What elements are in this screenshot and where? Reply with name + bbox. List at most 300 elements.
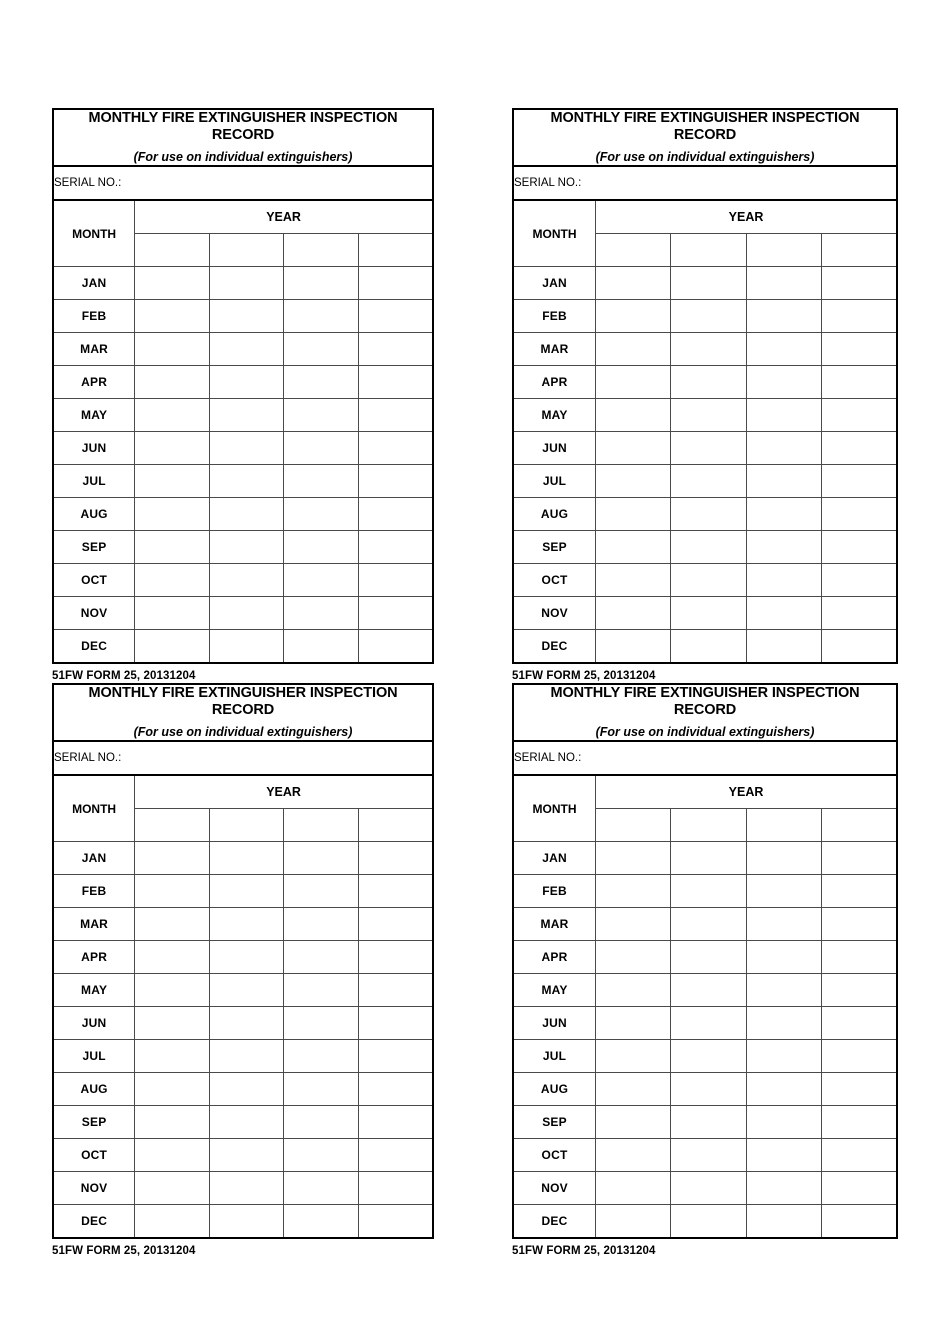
inspection-cell[interactable] bbox=[284, 974, 358, 1007]
month-label: JUL bbox=[53, 465, 135, 498]
inspection-cell[interactable] bbox=[358, 564, 433, 597]
inspection-cell[interactable] bbox=[671, 597, 746, 630]
inspection-cell[interactable] bbox=[284, 465, 358, 498]
month-label: OCT bbox=[513, 1139, 596, 1172]
inspection-cell[interactable] bbox=[596, 399, 671, 432]
inspection-cell[interactable] bbox=[135, 1106, 209, 1139]
inspection-cell[interactable] bbox=[821, 875, 897, 908]
inspection-cell[interactable] bbox=[596, 974, 671, 1007]
month-label: JAN bbox=[53, 842, 135, 875]
year-input-cell[interactable] bbox=[135, 234, 209, 267]
inspection-cell[interactable] bbox=[746, 399, 821, 432]
inspection-cell[interactable] bbox=[135, 1172, 209, 1205]
inspection-cell[interactable] bbox=[596, 630, 671, 664]
serial-row bbox=[513, 166, 897, 200]
month-label: NOV bbox=[513, 597, 596, 630]
table-row bbox=[53, 432, 433, 465]
serial-no-field[interactable]: SERIAL NO.: bbox=[53, 741, 433, 775]
inspection-form-bottom-right bbox=[512, 683, 898, 1257]
inspection-cell[interactable] bbox=[358, 908, 433, 941]
inspection-cell[interactable] bbox=[746, 267, 821, 300]
inspection-cell[interactable] bbox=[821, 1205, 897, 1239]
inspection-cell[interactable] bbox=[284, 399, 358, 432]
inspection-cell[interactable] bbox=[135, 267, 209, 300]
inspection-cell[interactable] bbox=[671, 465, 746, 498]
inspection-cell[interactable] bbox=[209, 498, 283, 531]
inspection-cell[interactable] bbox=[209, 531, 283, 564]
inspection-cell[interactable] bbox=[135, 1040, 209, 1073]
inspection-form-top-left bbox=[52, 108, 434, 682]
year-input-cell[interactable] bbox=[284, 809, 358, 842]
month-label: APR bbox=[53, 366, 135, 399]
inspection-cell[interactable] bbox=[821, 974, 897, 1007]
inspection-cell[interactable] bbox=[746, 1172, 821, 1205]
form-footer: 51FW FORM 25, 20131204 bbox=[512, 670, 656, 683]
inspection-cell[interactable] bbox=[821, 333, 897, 366]
inspection-cell[interactable] bbox=[596, 267, 671, 300]
inspection-cell[interactable] bbox=[358, 531, 433, 564]
inspection-cell[interactable] bbox=[746, 1205, 821, 1239]
inspection-cell[interactable] bbox=[209, 1040, 283, 1073]
year-input-cell[interactable] bbox=[284, 234, 358, 267]
inspection-cell[interactable] bbox=[135, 432, 209, 465]
month-label: NOV bbox=[53, 1172, 135, 1205]
inspection-cell[interactable] bbox=[209, 908, 283, 941]
year-input-cell[interactable] bbox=[746, 234, 821, 267]
inspection-cell[interactable] bbox=[821, 1172, 897, 1205]
table-row bbox=[53, 842, 433, 875]
month-label: SEP bbox=[53, 1106, 135, 1139]
inspection-cell[interactable] bbox=[671, 1040, 746, 1073]
inspection-cell[interactable] bbox=[284, 564, 358, 597]
year-input-cell[interactable] bbox=[596, 234, 671, 267]
inspection-cell[interactable] bbox=[135, 498, 209, 531]
table-row bbox=[513, 333, 897, 366]
month-label: NOV bbox=[513, 1172, 596, 1205]
inspection-cell[interactable] bbox=[209, 630, 283, 664]
year-input-cell[interactable] bbox=[746, 809, 821, 842]
month-label: MAY bbox=[513, 399, 596, 432]
form-subtitle: (For use on individual extinguishers) bbox=[133, 725, 353, 740]
inspection-table bbox=[52, 108, 434, 664]
inspection-cell[interactable] bbox=[596, 875, 671, 908]
inspection-cell[interactable] bbox=[358, 366, 433, 399]
inspection-cell[interactable] bbox=[746, 1106, 821, 1139]
inspection-cell[interactable] bbox=[358, 875, 433, 908]
inspection-cell[interactable] bbox=[135, 630, 209, 664]
month-label: SEP bbox=[513, 531, 596, 564]
month-label: JAN bbox=[513, 842, 596, 875]
month-label: SEP bbox=[53, 531, 135, 564]
inspection-cell[interactable] bbox=[284, 597, 358, 630]
year-input-cell[interactable] bbox=[358, 809, 433, 842]
month-label: MAR bbox=[513, 908, 596, 941]
form-footer: 51FW FORM 25, 20131204 bbox=[512, 1245, 656, 1258]
inspection-cell[interactable] bbox=[358, 1139, 433, 1172]
form-subtitle: (For use on individual extinguishers) bbox=[595, 150, 815, 165]
inspection-cell[interactable] bbox=[596, 333, 671, 366]
inspection-cell[interactable] bbox=[596, 1007, 671, 1040]
inspection-cell[interactable] bbox=[596, 842, 671, 875]
inspection-cell[interactable] bbox=[135, 1073, 209, 1106]
inspection-cell[interactable] bbox=[671, 531, 746, 564]
inspection-cell[interactable] bbox=[746, 366, 821, 399]
table-row bbox=[53, 1106, 433, 1139]
inspection-cell[interactable] bbox=[671, 267, 746, 300]
inspection-cell[interactable] bbox=[209, 1139, 283, 1172]
inspection-cell[interactable] bbox=[284, 498, 358, 531]
serial-no-field[interactable]: SERIAL NO.: bbox=[513, 741, 897, 775]
month-label: APR bbox=[513, 941, 596, 974]
year-input-cell[interactable] bbox=[209, 809, 283, 842]
serial-row bbox=[53, 166, 433, 200]
inspection-cell[interactable] bbox=[284, 908, 358, 941]
inspection-cell[interactable] bbox=[209, 1007, 283, 1040]
inspection-cell[interactable] bbox=[821, 1040, 897, 1073]
inspection-cell[interactable] bbox=[358, 1205, 433, 1239]
inspection-cell[interactable] bbox=[821, 1106, 897, 1139]
inspection-cell[interactable] bbox=[358, 267, 433, 300]
table-row bbox=[513, 908, 897, 941]
month-label: MAY bbox=[53, 974, 135, 1007]
inspection-cell[interactable] bbox=[135, 842, 209, 875]
inspection-cell[interactable] bbox=[596, 564, 671, 597]
inspection-cell[interactable] bbox=[209, 267, 283, 300]
inspection-cell[interactable] bbox=[135, 366, 209, 399]
inspection-cell[interactable] bbox=[284, 1172, 358, 1205]
inspection-cell[interactable] bbox=[358, 432, 433, 465]
inspection-cell[interactable] bbox=[821, 432, 897, 465]
inspection-cell[interactable] bbox=[135, 300, 209, 333]
inspection-cell[interactable] bbox=[358, 1172, 433, 1205]
inspection-cell[interactable] bbox=[671, 1172, 746, 1205]
month-label: NOV bbox=[53, 597, 135, 630]
inspection-cell[interactable] bbox=[596, 1139, 671, 1172]
inspection-cell[interactable] bbox=[821, 267, 897, 300]
inspection-cell[interactable] bbox=[135, 1205, 209, 1239]
year-input-cell[interactable] bbox=[358, 234, 433, 267]
inspection-cell[interactable] bbox=[596, 531, 671, 564]
month-label: DEC bbox=[513, 1205, 596, 1239]
inspection-cell[interactable] bbox=[209, 1205, 283, 1239]
inspection-cell[interactable] bbox=[671, 1073, 746, 1106]
inspection-cell[interactable] bbox=[671, 908, 746, 941]
inspection-cell[interactable] bbox=[746, 1007, 821, 1040]
form-subtitle: (For use on individual extinguishers) bbox=[133, 150, 353, 165]
form-title-line1: MONTHLY FIRE EXTINGUISHER INSPECTION bbox=[550, 110, 860, 126]
inspection-cell[interactable] bbox=[596, 465, 671, 498]
table-row bbox=[513, 1172, 897, 1205]
inspection-cell[interactable] bbox=[671, 498, 746, 531]
inspection-cell[interactable] bbox=[671, 300, 746, 333]
inspection-cell[interactable] bbox=[135, 531, 209, 564]
inspection-cell[interactable] bbox=[135, 333, 209, 366]
inspection-cell[interactable] bbox=[746, 842, 821, 875]
inspection-cell[interactable] bbox=[596, 300, 671, 333]
inspection-cell[interactable] bbox=[209, 941, 283, 974]
inspection-cell[interactable] bbox=[671, 432, 746, 465]
table-row bbox=[513, 399, 897, 432]
inspection-cell[interactable] bbox=[358, 1073, 433, 1106]
inspection-cell[interactable] bbox=[821, 597, 897, 630]
inspection-cell[interactable] bbox=[596, 1205, 671, 1239]
inspection-cell[interactable] bbox=[135, 399, 209, 432]
inspection-cell[interactable] bbox=[746, 300, 821, 333]
month-label: JUN bbox=[53, 432, 135, 465]
serial-no-field[interactable]: SERIAL NO.: bbox=[53, 166, 433, 200]
inspection-cell[interactable] bbox=[209, 974, 283, 1007]
year-input-cell[interactable] bbox=[135, 809, 209, 842]
inspection-cell[interactable] bbox=[746, 564, 821, 597]
table-row bbox=[513, 498, 897, 531]
inspection-cell[interactable] bbox=[671, 1205, 746, 1239]
inspection-cell[interactable] bbox=[209, 465, 283, 498]
month-label: DEC bbox=[513, 630, 596, 664]
inspection-cell[interactable] bbox=[821, 1073, 897, 1106]
inspection-cell[interactable] bbox=[821, 908, 897, 941]
inspection-cell[interactable] bbox=[135, 597, 209, 630]
inspection-cell[interactable] bbox=[596, 1106, 671, 1139]
form-title-line2: RECORD bbox=[211, 702, 275, 719]
inspection-cell[interactable] bbox=[284, 333, 358, 366]
inspection-cell[interactable] bbox=[671, 1139, 746, 1172]
inspection-cell[interactable] bbox=[135, 564, 209, 597]
inspection-cell[interactable] bbox=[671, 842, 746, 875]
form-title-line1: MONTHLY FIRE EXTINGUISHER INSPECTION bbox=[550, 685, 860, 701]
inspection-cell[interactable] bbox=[746, 875, 821, 908]
inspection-cell[interactable] bbox=[284, 432, 358, 465]
table-row bbox=[513, 1139, 897, 1172]
table-row bbox=[53, 531, 433, 564]
table-row bbox=[513, 366, 897, 399]
form-title-line2: RECORD bbox=[673, 127, 737, 144]
inspection-cell[interactable] bbox=[596, 1040, 671, 1073]
inspection-cell[interactable] bbox=[671, 974, 746, 1007]
inspection-cell[interactable] bbox=[671, 941, 746, 974]
month-label: JUN bbox=[513, 1007, 596, 1040]
inspection-cell[interactable] bbox=[746, 1040, 821, 1073]
inspection-cell[interactable] bbox=[358, 630, 433, 664]
table-row bbox=[53, 333, 433, 366]
inspection-cell[interactable] bbox=[209, 399, 283, 432]
title-row bbox=[53, 684, 433, 741]
form-title-cell bbox=[53, 684, 433, 741]
table-row bbox=[513, 465, 897, 498]
inspection-cell[interactable] bbox=[358, 1007, 433, 1040]
table-row bbox=[53, 908, 433, 941]
month-label: AUG bbox=[513, 1073, 596, 1106]
table-row bbox=[53, 1205, 433, 1239]
inspection-cell[interactable] bbox=[284, 267, 358, 300]
inspection-cell[interactable] bbox=[284, 1073, 358, 1106]
month-column-header: MONTH bbox=[53, 200, 135, 267]
inspection-cell[interactable] bbox=[358, 842, 433, 875]
inspection-cell[interactable] bbox=[358, 498, 433, 531]
inspection-cell[interactable] bbox=[358, 333, 433, 366]
table-row bbox=[53, 465, 433, 498]
inspection-cell[interactable] bbox=[746, 941, 821, 974]
month-label: MAR bbox=[53, 908, 135, 941]
inspection-cell[interactable] bbox=[209, 1172, 283, 1205]
inspection-cell[interactable] bbox=[135, 941, 209, 974]
month-label: JAN bbox=[53, 267, 135, 300]
month-label: FEB bbox=[513, 875, 596, 908]
year-input-cell[interactable] bbox=[821, 809, 897, 842]
table-row bbox=[53, 564, 433, 597]
inspection-cell[interactable] bbox=[135, 875, 209, 908]
month-label: OCT bbox=[53, 1139, 135, 1172]
inspection-cell[interactable] bbox=[746, 498, 821, 531]
inspection-cell[interactable] bbox=[358, 465, 433, 498]
inspection-cell[interactable] bbox=[821, 531, 897, 564]
inspection-cell[interactable] bbox=[284, 1205, 358, 1239]
table-row bbox=[513, 267, 897, 300]
year-header-row bbox=[53, 775, 433, 809]
inspection-cell[interactable] bbox=[135, 1007, 209, 1040]
table-row bbox=[53, 941, 433, 974]
inspection-cell[interactable] bbox=[596, 498, 671, 531]
inspection-cell[interactable] bbox=[596, 908, 671, 941]
inspection-cell[interactable] bbox=[671, 564, 746, 597]
month-label: AUG bbox=[53, 1073, 135, 1106]
inspection-cell[interactable] bbox=[209, 333, 283, 366]
inspection-cell[interactable] bbox=[746, 908, 821, 941]
inspection-cell[interactable] bbox=[135, 908, 209, 941]
inspection-cell[interactable] bbox=[821, 465, 897, 498]
inspection-cell[interactable] bbox=[746, 333, 821, 366]
inspection-cell[interactable] bbox=[284, 1106, 358, 1139]
inspection-cell[interactable] bbox=[746, 465, 821, 498]
year-input-cell[interactable] bbox=[596, 809, 671, 842]
inspection-cell[interactable] bbox=[746, 1139, 821, 1172]
table-row bbox=[513, 531, 897, 564]
form-title bbox=[54, 685, 432, 719]
inspection-cell[interactable] bbox=[209, 842, 283, 875]
table-row bbox=[53, 399, 433, 432]
inspection-cell[interactable] bbox=[358, 300, 433, 333]
table-row bbox=[513, 630, 897, 664]
inspection-cell[interactable] bbox=[358, 399, 433, 432]
inspection-cell[interactable] bbox=[746, 531, 821, 564]
inspection-cell[interactable] bbox=[821, 1139, 897, 1172]
year-input-cell[interactable] bbox=[671, 809, 746, 842]
inspection-cell[interactable] bbox=[596, 432, 671, 465]
table-row bbox=[53, 1040, 433, 1073]
inspection-cell[interactable] bbox=[821, 564, 897, 597]
table-row bbox=[53, 1007, 433, 1040]
title-row bbox=[513, 684, 897, 741]
inspection-cell[interactable] bbox=[746, 630, 821, 664]
form-title bbox=[54, 110, 432, 144]
form-title-line1: MONTHLY FIRE EXTINGUISHER INSPECTION bbox=[88, 110, 398, 126]
inspection-cell[interactable] bbox=[671, 630, 746, 664]
inspection-cell[interactable] bbox=[284, 630, 358, 664]
year-input-cell[interactable] bbox=[209, 234, 283, 267]
inspection-cell[interactable] bbox=[746, 1073, 821, 1106]
inspection-cell[interactable] bbox=[671, 399, 746, 432]
inspection-cell[interactable] bbox=[284, 366, 358, 399]
inspection-cell[interactable] bbox=[821, 630, 897, 664]
inspection-form-bottom-left bbox=[52, 683, 434, 1257]
inspection-cell[interactable] bbox=[821, 941, 897, 974]
inspection-cell[interactable] bbox=[821, 498, 897, 531]
inspection-cell[interactable] bbox=[284, 1007, 358, 1040]
inspection-cell[interactable] bbox=[746, 597, 821, 630]
table-row bbox=[53, 300, 433, 333]
inspection-cell[interactable] bbox=[209, 432, 283, 465]
inspection-cell[interactable] bbox=[284, 300, 358, 333]
month-column-header: MONTH bbox=[513, 200, 596, 267]
inspection-cell[interactable] bbox=[209, 1106, 283, 1139]
inspection-cell[interactable] bbox=[358, 1040, 433, 1073]
inspection-cell[interactable] bbox=[209, 564, 283, 597]
inspection-cell[interactable] bbox=[671, 1007, 746, 1040]
inspection-cell[interactable] bbox=[596, 366, 671, 399]
inspection-cell[interactable] bbox=[209, 597, 283, 630]
inspection-cell[interactable] bbox=[746, 432, 821, 465]
table-row bbox=[53, 875, 433, 908]
inspection-cell[interactable] bbox=[671, 366, 746, 399]
inspection-cell[interactable] bbox=[821, 842, 897, 875]
inspection-cell[interactable] bbox=[209, 300, 283, 333]
inspection-cell[interactable] bbox=[746, 974, 821, 1007]
inspection-cell[interactable] bbox=[358, 1106, 433, 1139]
inspection-cell[interactable] bbox=[209, 366, 283, 399]
inspection-cell[interactable] bbox=[284, 1040, 358, 1073]
inspection-cell[interactable] bbox=[671, 1106, 746, 1139]
table-row bbox=[53, 498, 433, 531]
month-label: MAR bbox=[53, 333, 135, 366]
serial-no-field[interactable]: SERIAL NO.: bbox=[513, 166, 897, 200]
inspection-cell[interactable] bbox=[596, 1172, 671, 1205]
inspection-cell[interactable] bbox=[284, 1139, 358, 1172]
inspection-cell[interactable] bbox=[821, 399, 897, 432]
inspection-cell[interactable] bbox=[358, 597, 433, 630]
inspection-cell[interactable] bbox=[596, 1073, 671, 1106]
inspection-cell[interactable] bbox=[284, 842, 358, 875]
inspection-cell[interactable] bbox=[135, 1139, 209, 1172]
table-row bbox=[53, 1139, 433, 1172]
inspection-cell[interactable] bbox=[358, 974, 433, 1007]
inspection-cell[interactable] bbox=[821, 300, 897, 333]
table-row bbox=[513, 842, 897, 875]
inspection-cell[interactable] bbox=[284, 875, 358, 908]
inspection-cell[interactable] bbox=[821, 366, 897, 399]
table-row bbox=[513, 1073, 897, 1106]
inspection-cell[interactable] bbox=[358, 941, 433, 974]
inspection-cell[interactable] bbox=[671, 333, 746, 366]
inspection-cell[interactable] bbox=[284, 941, 358, 974]
inspection-cell[interactable] bbox=[209, 1073, 283, 1106]
table-row bbox=[53, 974, 433, 1007]
serial-row bbox=[53, 741, 433, 775]
inspection-cell[interactable] bbox=[135, 465, 209, 498]
month-label: FEB bbox=[53, 875, 135, 908]
month-label: FEB bbox=[513, 300, 596, 333]
inspection-cell[interactable] bbox=[209, 875, 283, 908]
inspection-cell[interactable] bbox=[596, 597, 671, 630]
inspection-cell[interactable] bbox=[596, 941, 671, 974]
inspection-cell[interactable] bbox=[671, 875, 746, 908]
inspection-cell[interactable] bbox=[284, 531, 358, 564]
year-input-cell[interactable] bbox=[671, 234, 746, 267]
inspection-cell[interactable] bbox=[135, 974, 209, 1007]
year-header-row bbox=[513, 200, 897, 234]
inspection-cell[interactable] bbox=[821, 1007, 897, 1040]
year-input-cell[interactable] bbox=[821, 234, 897, 267]
form-title bbox=[514, 110, 896, 144]
table-row bbox=[53, 1172, 433, 1205]
